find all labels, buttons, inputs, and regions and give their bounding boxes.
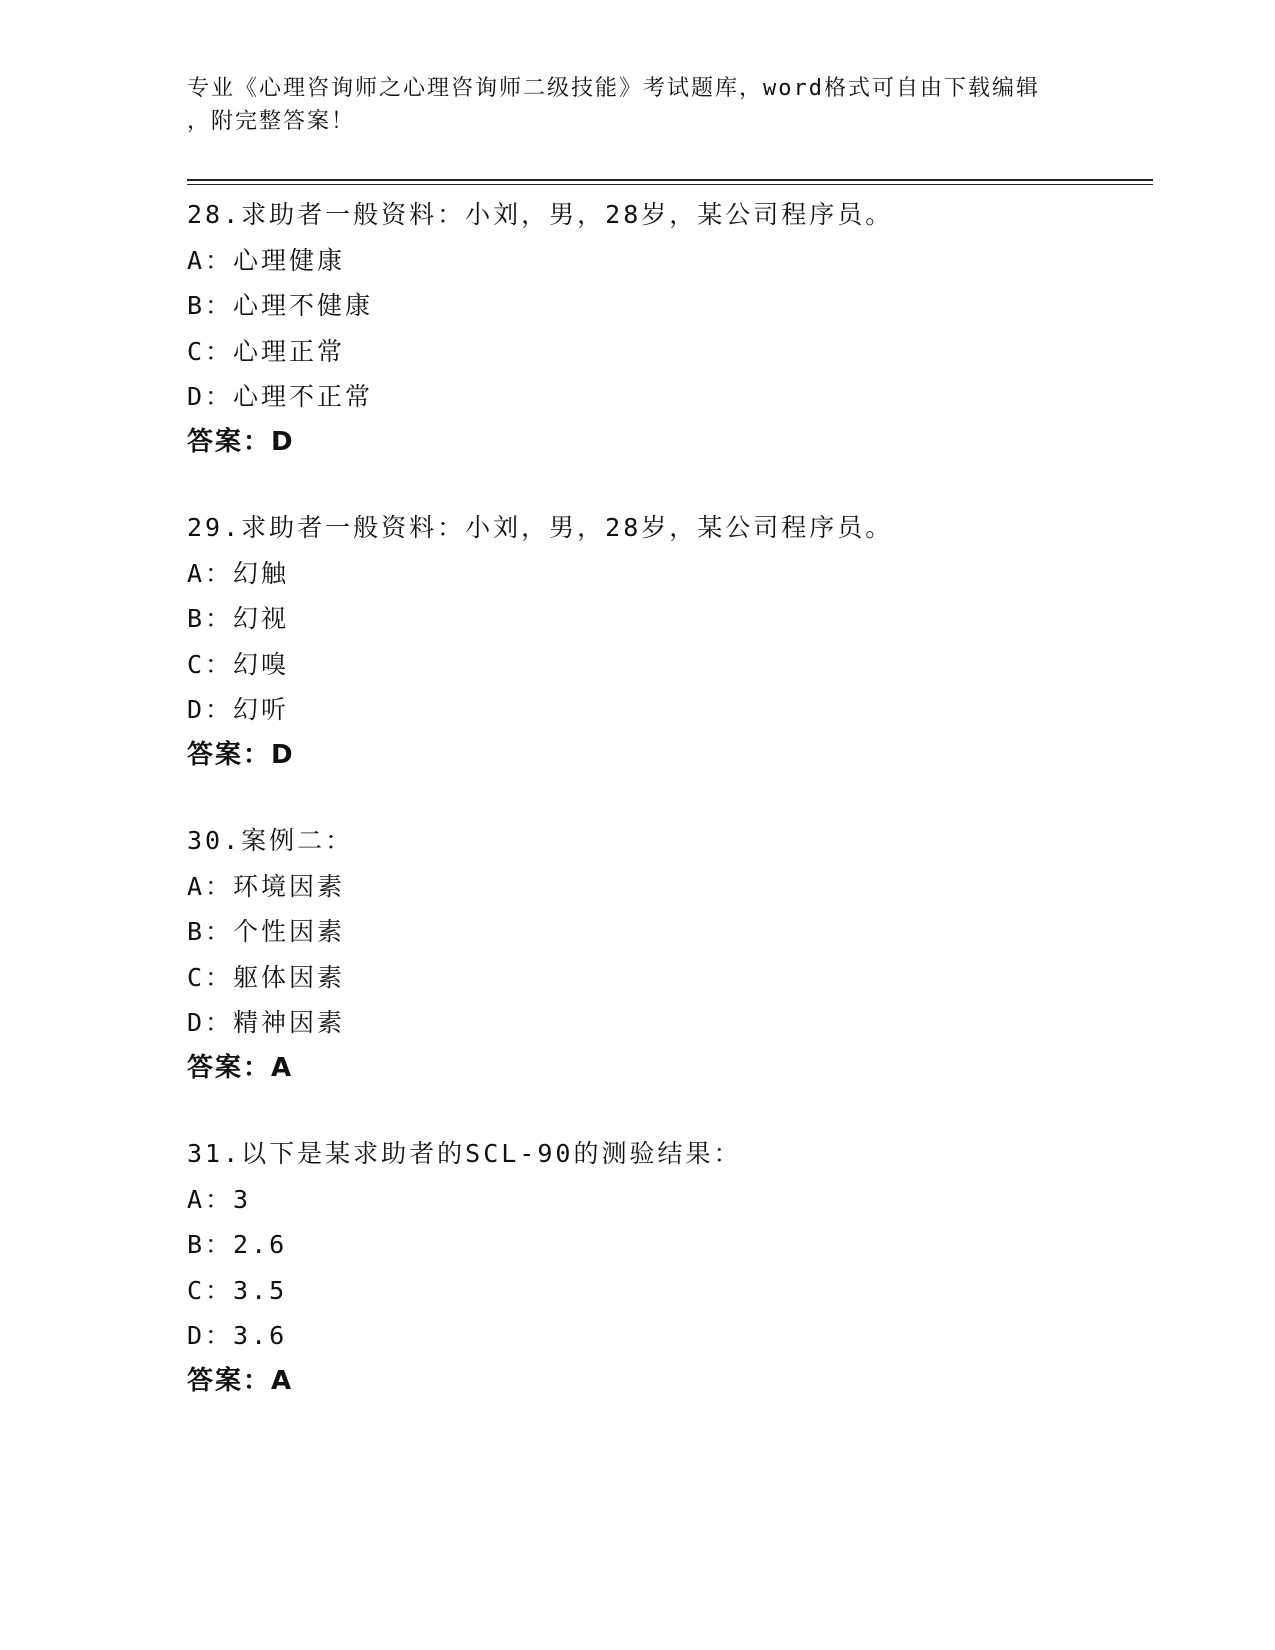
option-c: C：躯体因素 xyxy=(187,962,346,992)
question-title: 31.以下是某求助者的SCL-90的测验结果： xyxy=(187,1139,742,1168)
answer-label: 答案： xyxy=(187,1365,272,1396)
option-b: B：心理不健康 xyxy=(187,291,374,320)
answer-value: A xyxy=(271,1052,294,1083)
option-b: B：幻视 xyxy=(187,604,290,633)
question-list xyxy=(187,192,1147,1444)
answer-label: 答案： xyxy=(187,739,272,770)
question-title: 28.求助者一般资料：小刘，男，28岁，某公司程序员。 xyxy=(187,200,894,229)
answer-line xyxy=(187,1046,1147,1092)
option-c: C：3.5 xyxy=(187,1275,288,1305)
header-divider-thick xyxy=(187,179,1153,181)
answer-value: A xyxy=(271,1365,294,1396)
question-title: 30.案例二： xyxy=(187,826,354,855)
option-c: C：幻嗅 xyxy=(187,649,290,679)
answer-line xyxy=(187,1359,1147,1405)
answer-line xyxy=(187,420,1147,466)
document-header xyxy=(187,72,1087,138)
option-a: A：心理健康 xyxy=(187,245,346,275)
answer-value: D xyxy=(271,739,295,770)
header-line-2: ，附完整答案！ xyxy=(187,109,356,134)
option-d: D：幻听 xyxy=(187,695,290,724)
option-d: D：心理不正常 xyxy=(187,382,374,411)
option-d: D：精神因素 xyxy=(187,1008,346,1037)
option-b: B：个性因素 xyxy=(187,917,346,946)
question-title: 29.求助者一般资料：小刘，男，28岁，某公司程序员。 xyxy=(187,513,894,542)
answer-value: D xyxy=(271,426,295,457)
option-a: A：幻触 xyxy=(187,558,290,588)
option-a: A：3 xyxy=(187,1184,252,1214)
question-28 xyxy=(187,192,1147,465)
option-a: A：环境因素 xyxy=(187,871,346,901)
question-29 xyxy=(187,505,1147,778)
header-line-1: 专业《心理咨询师之心理咨询师二级技能》考试题库，word格式可自由下载编辑 xyxy=(187,76,1040,101)
option-b: B：2.6 xyxy=(187,1230,288,1259)
option-d: D：3.6 xyxy=(187,1321,288,1350)
question-31 xyxy=(187,1131,1147,1404)
header-divider-thin xyxy=(187,184,1153,185)
answer-label: 答案： xyxy=(187,1052,272,1083)
option-c: C：心理正常 xyxy=(187,336,346,366)
question-30 xyxy=(187,818,1147,1091)
answer-line xyxy=(187,733,1147,779)
answer-label: 答案： xyxy=(187,426,272,457)
